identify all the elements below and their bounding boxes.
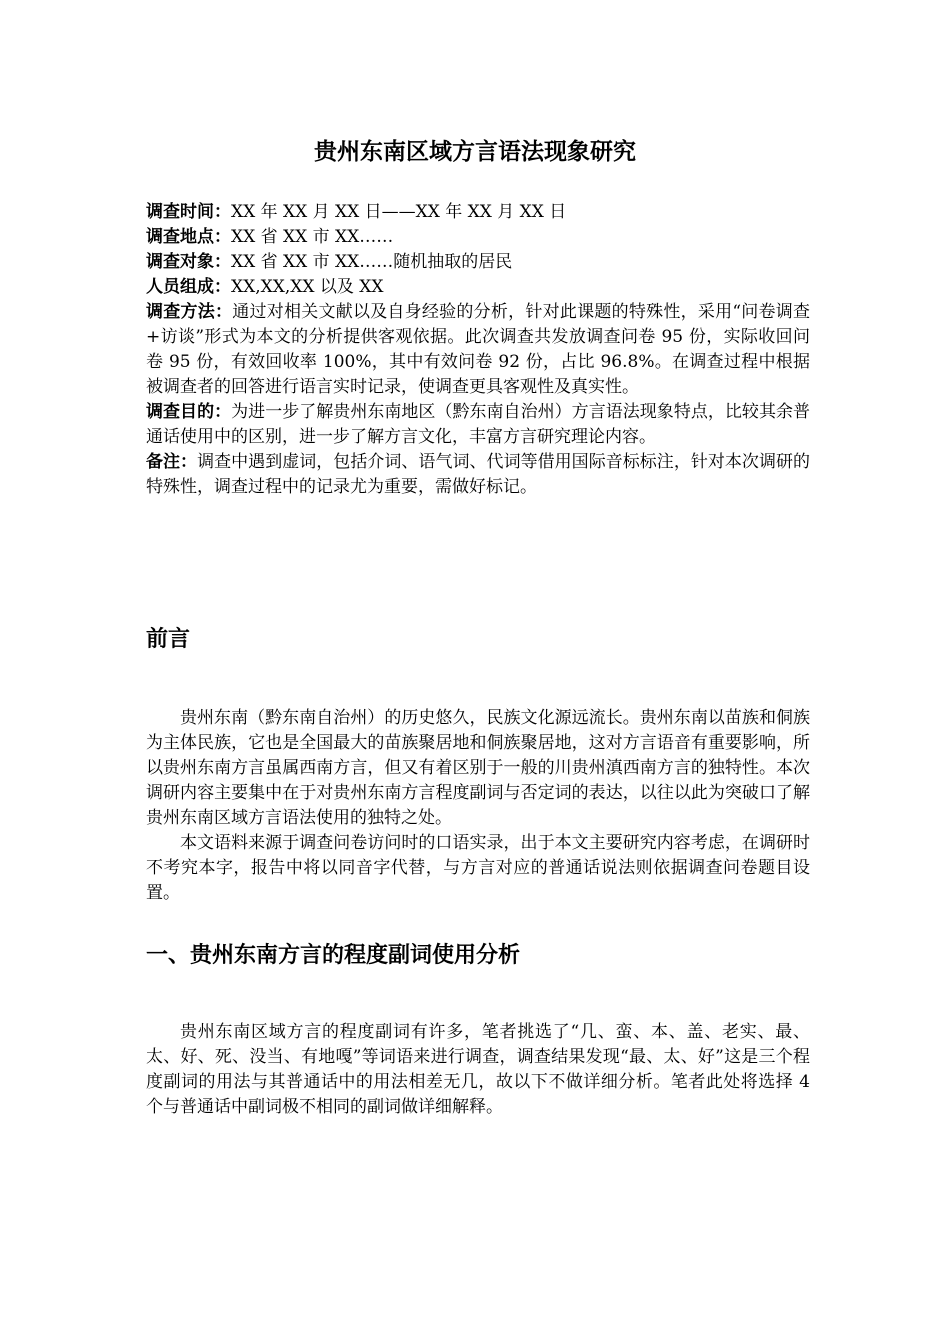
info-value: XX 省 XX 市 XX……随机抽取的居民 — [231, 252, 513, 272]
info-label: 人员组成： — [146, 277, 231, 297]
paragraph: 贵州东南区域方言的程度副词有许多，笔者挑选了“几、蛮、本、盖、老实、最、太、好、死、没当、有地嘎”等词语来进行调查，调查结果发现“最、太、好”这是三个程度副词的用法与其普通话中的用法相差无几，故以下不做详细分析。笔者此处将选择 4 个与普通话中副词极不相同的副词做详细解释。 — [146, 1022, 810, 1117]
section-body — [146, 1020, 810, 1120]
section-heading: 一、贵州东南方言的程度副词使用分析 — [146, 943, 521, 968]
info-label: 调查时间： — [146, 202, 231, 222]
info-item — [146, 400, 810, 450]
info-value: XX 年 XX 月 XX 日——XX 年 XX 月 XX 日 — [231, 202, 567, 222]
info-value: XX 省 XX 市 XX…… — [231, 227, 394, 247]
survey-info — [146, 200, 810, 500]
paragraph: 本文语料来源于调查问卷访问时的口语实录，出于本文主要研究内容考虑，在调研时不考究本字，报告中将以同音字代替，与方言对应的普通话说法则依据调查问卷题目设置。 — [146, 833, 810, 903]
paragraph: 贵州东南（黔东南自治州）的历史悠久，民族文化源远流长。贵州东南以苗族和侗族为主体民族，它也是全国最大的苗族聚居地和侗族聚居地，这对方言语音有重要影响，所以贵州东南方言虽属西南方言，但又有着区别于一般的川贵州滇西南方言的独特性。本次调研内容主要集中在于对贵州东南方言程度副词与否定词的表达，以往以此为突破口了解贵州东南区域方言语法使用的独特之处。 — [146, 708, 810, 828]
info-item — [146, 300, 810, 400]
info-label: 调查方法： — [146, 302, 233, 322]
info-value: XX,XX,XX 以及 XX — [231, 277, 384, 297]
info-value: 调查中遇到虚词，包括介词、语气词、代词等借用国际音标标注，针对本次调研的特殊性，调查过程中的记录尤为重要，需做好标记。 — [146, 452, 811, 497]
info-item — [146, 275, 810, 300]
info-label: 调查对象： — [146, 252, 231, 272]
document-title: 贵州东南区域方言语法现象研究 — [314, 139, 636, 165]
info-item — [146, 450, 810, 500]
info-item — [146, 225, 810, 250]
info-label: 调查地点： — [146, 227, 231, 247]
info-value: 为进一步了解贵州东南地区（黔东南自治州）方言语法现象特点，比较其余普通话使用中的区别，进一步了解方言文化，丰富方言研究理论内容。 — [146, 402, 811, 447]
preface-body — [146, 706, 810, 906]
info-item — [146, 200, 810, 225]
info-item — [146, 250, 810, 275]
info-value: 通过对相关文献以及自身经验的分析，针对此课题的特殊性，采用“问卷调查+访谈”形式为本文的分析提供客观依据。此次调查共发放调查问卷 95 份，实际收回问卷 95 份，有效回收率 100%，其中有效问卷 92 份，占比 96.8%。在调查过程中根据被调查者的回答进行语言实时记录，使调查更具客观性及真实性。 — [146, 302, 810, 397]
info-label: 备注： — [146, 452, 198, 472]
preface-heading: 前言 — [146, 627, 191, 652]
info-label: 调查目的： — [146, 402, 232, 422]
